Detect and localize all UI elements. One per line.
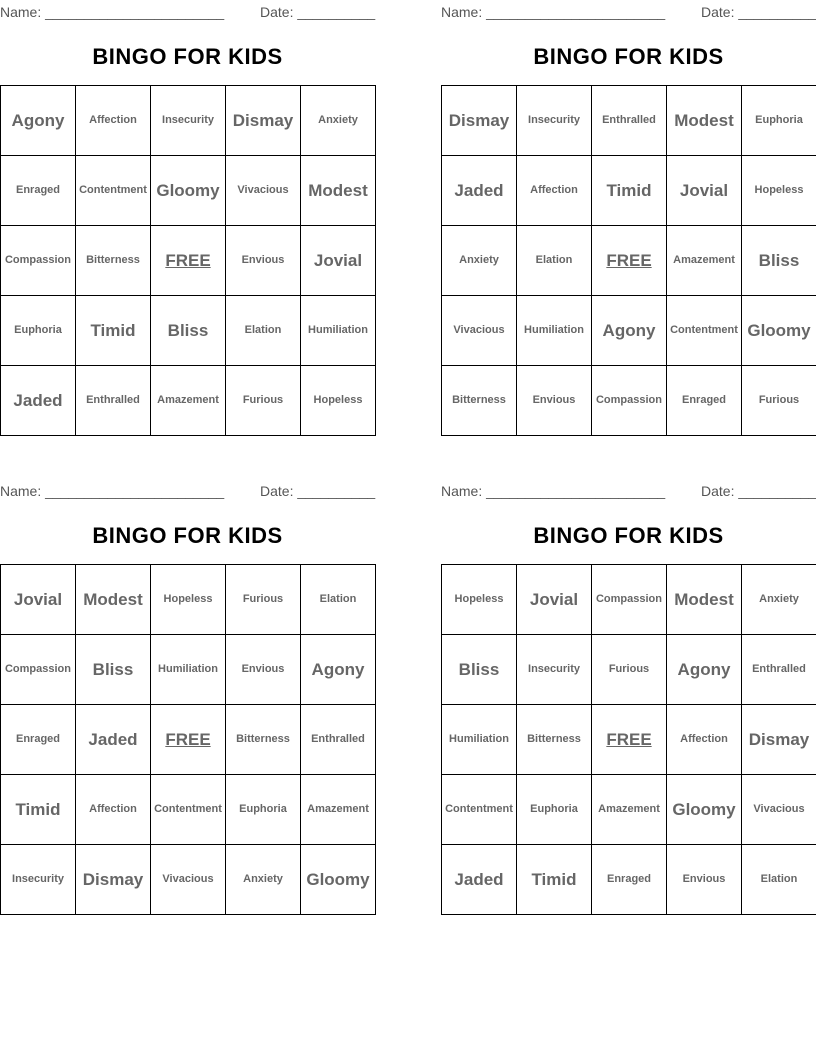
- bingo-cell[interactable]: Dismay: [442, 86, 517, 156]
- bingo-cell[interactable]: Euphoria: [517, 775, 592, 845]
- bingo-row: [1, 775, 376, 845]
- bingo-cell[interactable]: Jovial: [301, 226, 376, 296]
- bingo-cell[interactable]: Elation: [742, 845, 816, 915]
- date-field[interactable]: Date: __________: [701, 483, 816, 499]
- bingo-cell[interactable]: Contentment: [442, 775, 517, 845]
- bingo-row: [442, 226, 816, 296]
- bingo-cell[interactable]: Vivacious: [151, 845, 226, 915]
- bingo-cell[interactable]: Bliss: [742, 226, 816, 296]
- bingo-row: [442, 296, 816, 366]
- bingo-cell[interactable]: Timid: [76, 296, 151, 366]
- name-date-line: [0, 483, 375, 501]
- bingo-cell[interactable]: Envious: [226, 635, 301, 705]
- bingo-row: [1, 296, 376, 366]
- bingo-cell[interactable]: Enthralled: [76, 366, 151, 436]
- bingo-cell[interactable]: Amazement: [151, 366, 226, 436]
- bingo-cell[interactable]: Compassion: [592, 366, 667, 436]
- bingo-cell[interactable]: Jaded: [442, 156, 517, 226]
- name-field[interactable]: Name: _______________________: [441, 4, 666, 20]
- bingo-grid: [441, 85, 816, 436]
- bingo-card-3: [0, 481, 375, 921]
- bingo-row: [442, 635, 816, 705]
- bingo-grid: [441, 564, 816, 915]
- bingo-row: [1, 86, 376, 156]
- bingo-cell[interactable]: Bitterness: [76, 226, 151, 296]
- bingo-cell[interactable]: Contentment: [151, 775, 226, 845]
- bingo-cell[interactable]: Hopeless: [151, 565, 226, 635]
- bingo-cell[interactable]: Humiliation: [151, 635, 226, 705]
- bingo-cell[interactable]: Vivacious: [442, 296, 517, 366]
- bingo-cell[interactable]: Elation: [226, 296, 301, 366]
- bingo-cell[interactable]: Euphoria: [226, 775, 301, 845]
- bingo-cell[interactable]: Humiliation: [442, 705, 517, 775]
- bingo-card-1: [0, 2, 375, 442]
- bingo-cell[interactable]: Jovial: [1, 565, 76, 635]
- bingo-row: [442, 86, 816, 156]
- bingo-card-4: [441, 481, 816, 921]
- date-field[interactable]: Date: __________: [260, 4, 376, 20]
- name-date-line: [441, 483, 816, 501]
- bingo-cell[interactable]: Envious: [226, 226, 301, 296]
- free-space-cell[interactable]: FREE: [592, 705, 667, 775]
- bingo-cell[interactable]: Amazement: [592, 775, 667, 845]
- bingo-cell[interactable]: Elation: [301, 565, 376, 635]
- bingo-row: [1, 226, 376, 296]
- bingo-cell[interactable]: Envious: [517, 366, 592, 436]
- bingo-cell[interactable]: Agony: [301, 635, 376, 705]
- bingo-cell[interactable]: Affection: [667, 705, 742, 775]
- bingo-cell[interactable]: Gloomy: [742, 296, 816, 366]
- card-title: BINGO FOR KIDS: [533, 44, 724, 69]
- bingo-cell[interactable]: Insecurity: [151, 86, 226, 156]
- bingo-cell[interactable]: Gloomy: [301, 845, 376, 915]
- bingo-grid: [0, 564, 376, 915]
- bingo-cell[interactable]: Dismay: [76, 845, 151, 915]
- bingo-cell[interactable]: Agony: [667, 635, 742, 705]
- free-space-cell[interactable]: FREE: [592, 226, 667, 296]
- bingo-cell[interactable]: Compassion: [592, 565, 667, 635]
- bingo-cell[interactable]: Jaded: [1, 366, 76, 436]
- bingo-cell[interactable]: Insecurity: [1, 845, 76, 915]
- bingo-cell[interactable]: Contentment: [667, 296, 742, 366]
- bingo-cell[interactable]: Dismay: [226, 86, 301, 156]
- bingo-cell[interactable]: Modest: [301, 156, 376, 226]
- bingo-cell[interactable]: Bliss: [442, 635, 517, 705]
- bingo-cell[interactable]: Bitterness: [517, 705, 592, 775]
- bingo-cell[interactable]: Bliss: [76, 635, 151, 705]
- bingo-cell[interactable]: Enthralled: [301, 705, 376, 775]
- bingo-cell[interactable]: Furious: [226, 366, 301, 436]
- bingo-cell[interactable]: Enraged: [1, 705, 76, 775]
- bingo-cell[interactable]: Amazement: [301, 775, 376, 845]
- bingo-cell[interactable]: Anxiety: [742, 565, 816, 635]
- bingo-cell[interactable]: Affection: [76, 775, 151, 845]
- name-field[interactable]: Name: _______________________: [0, 4, 225, 20]
- bingo-cell[interactable]: Furious: [226, 565, 301, 635]
- name-date-line: [0, 4, 375, 22]
- bingo-row: [442, 366, 816, 436]
- bingo-cell[interactable]: Enraged: [1, 156, 76, 226]
- bingo-cell[interactable]: Humiliation: [517, 296, 592, 366]
- bingo-cell[interactable]: Jovial: [667, 156, 742, 226]
- bingo-row: [1, 635, 376, 705]
- bingo-cell[interactable]: Gloomy: [667, 775, 742, 845]
- date-field[interactable]: Date: __________: [701, 4, 816, 20]
- bingo-card-2: [441, 2, 816, 442]
- bingo-cell[interactable]: Elation: [517, 226, 592, 296]
- bingo-row: [442, 156, 816, 226]
- bingo-cell[interactable]: Bliss: [151, 296, 226, 366]
- bingo-cell[interactable]: Bitterness: [226, 705, 301, 775]
- bingo-row: [1, 366, 376, 436]
- bingo-cell[interactable]: Euphoria: [1, 296, 76, 366]
- bingo-cell[interactable]: Enthralled: [592, 86, 667, 156]
- bingo-cell[interactable]: Jaded: [76, 705, 151, 775]
- bingo-cell[interactable]: Affection: [76, 86, 151, 156]
- bingo-row: [1, 156, 376, 226]
- bingo-cell[interactable]: Insecurity: [517, 635, 592, 705]
- bingo-cell[interactable]: Modest: [76, 565, 151, 635]
- bingo-cell[interactable]: Humiliation: [301, 296, 376, 366]
- name-date-line: [441, 4, 816, 22]
- name-field[interactable]: Name: _______________________: [0, 483, 225, 499]
- bingo-cell[interactable]: Hopeless: [742, 156, 816, 226]
- bingo-cell[interactable]: Agony: [592, 296, 667, 366]
- bingo-cell[interactable]: Furious: [742, 366, 816, 436]
- bingo-cell[interactable]: Furious: [592, 635, 667, 705]
- bingo-cell[interactable]: Jaded: [442, 845, 517, 915]
- bingo-cell[interactable]: Insecurity: [517, 86, 592, 156]
- bingo-cell[interactable]: Timid: [592, 156, 667, 226]
- bingo-cell[interactable]: Modest: [667, 86, 742, 156]
- bingo-row: [1, 845, 376, 915]
- bingo-row: [1, 565, 376, 635]
- bingo-cell[interactable]: Vivacious: [226, 156, 301, 226]
- free-space-cell[interactable]: FREE: [151, 226, 226, 296]
- bingo-grid: [0, 85, 376, 436]
- bingo-cell[interactable]: Timid: [517, 845, 592, 915]
- free-space-cell[interactable]: FREE: [151, 705, 226, 775]
- bingo-cell[interactable]: Vivacious: [742, 775, 816, 845]
- bingo-cell[interactable]: Jovial: [517, 565, 592, 635]
- card-title: BINGO FOR KIDS: [92, 44, 283, 69]
- bingo-row: [442, 565, 816, 635]
- bingo-cell[interactable]: Anxiety: [442, 226, 517, 296]
- date-field[interactable]: Date: __________: [260, 483, 376, 499]
- card-title: BINGO FOR KIDS: [533, 523, 724, 548]
- bingo-cell[interactable]: Timid: [1, 775, 76, 845]
- card-title: BINGO FOR KIDS: [92, 523, 283, 548]
- bingo-cell[interactable]: Bitterness: [442, 366, 517, 436]
- bingo-cell[interactable]: Compassion: [1, 226, 76, 296]
- bingo-cell[interactable]: Hopeless: [442, 565, 517, 635]
- bingo-cell[interactable]: Amazement: [667, 226, 742, 296]
- bingo-cell[interactable]: Contentment: [76, 156, 151, 226]
- name-field[interactable]: Name: _______________________: [441, 483, 666, 499]
- bingo-cell[interactable]: Envious: [667, 845, 742, 915]
- bingo-cell[interactable]: Modest: [667, 565, 742, 635]
- bingo-row: [442, 705, 816, 775]
- bingo-row: [442, 845, 816, 915]
- bingo-cell[interactable]: Compassion: [1, 635, 76, 705]
- bingo-cell[interactable]: Anxiety: [226, 845, 301, 915]
- bingo-cell[interactable]: Enraged: [667, 366, 742, 436]
- bingo-row: [442, 775, 816, 845]
- bingo-cell[interactable]: Agony: [1, 86, 76, 156]
- bingo-cell[interactable]: Euphoria: [742, 86, 816, 156]
- bingo-cell[interactable]: Dismay: [742, 705, 816, 775]
- bingo-row: [1, 705, 376, 775]
- bingo-cell[interactable]: Enraged: [592, 845, 667, 915]
- bingo-cell[interactable]: Hopeless: [301, 366, 376, 436]
- bingo-cell[interactable]: Enthralled: [742, 635, 816, 705]
- bingo-cell[interactable]: Affection: [517, 156, 592, 226]
- bingo-cell[interactable]: Gloomy: [151, 156, 226, 226]
- bingo-cell[interactable]: Anxiety: [301, 86, 376, 156]
